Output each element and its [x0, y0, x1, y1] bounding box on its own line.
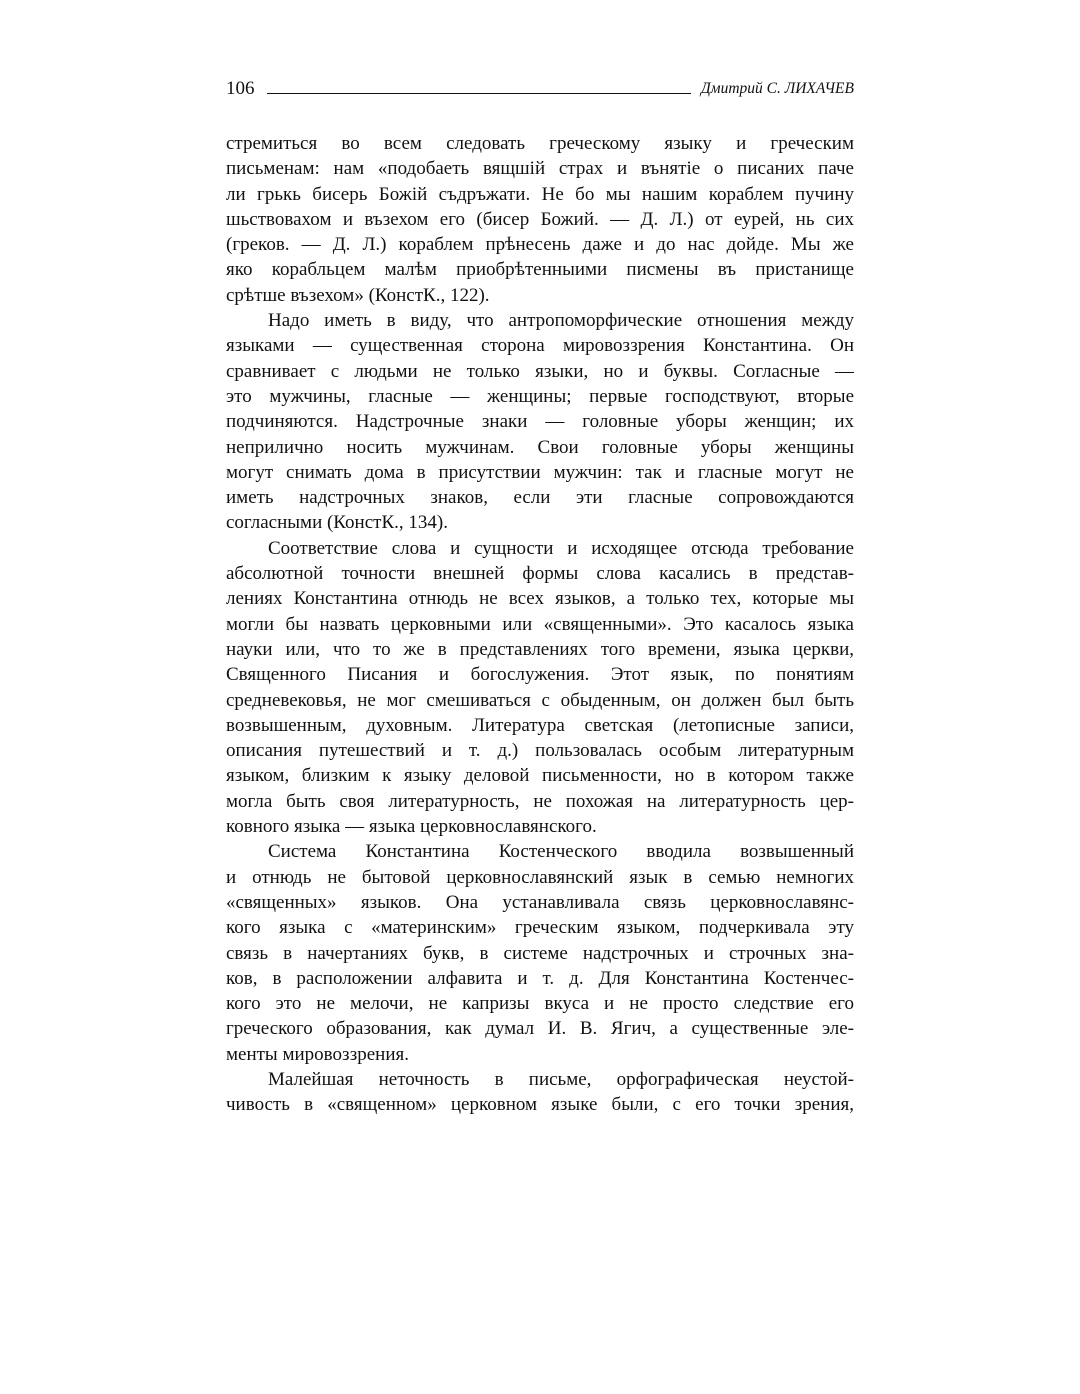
paragraph [226, 839, 854, 1067]
text-line: могла быть своя литературность, не похожая на литературность цер- [226, 790, 854, 812]
text-line: абсолютной точности внешней формы слова касались в представ- [226, 563, 854, 585]
body-text [226, 131, 854, 1118]
page-number: 106 [226, 78, 255, 99]
text-line: иметь надстрочных знаков, если эти гласные сопровождаются [226, 487, 854, 509]
text-line: Система Константина Костенческого вводила возвышенный [268, 841, 854, 863]
text-line: Священного Писания и богослужения. Этот язык, по понятиям [226, 664, 854, 686]
text-line: возвышенным, духовным. Литература светская (летописные записи, [226, 714, 854, 736]
paragraph [226, 131, 854, 308]
text-line: могли бы назвать церковными или «священными». Это касалось языка [226, 613, 854, 635]
text-line: и отнюдь не бытовой церковнославянский язык в семью немногих [226, 866, 854, 888]
text-line: неприлично носить мужчинам. Свои головные уборы женщины [226, 436, 854, 458]
text-line: языком, близким к языку деловой письменности, но в котором также [226, 765, 854, 787]
text-line: срѣтше възехом» (КонстК., 122). [226, 284, 490, 306]
text-line: стремиться во всем следовать греческому языку и греческим [226, 133, 854, 154]
text-line: Малейшая неточность в письме, орфографическая неустой- [268, 1068, 854, 1090]
paragraph [226, 308, 854, 536]
header-rule [267, 93, 691, 94]
text-line: яко корабльцем малѣм приобрѣтенныими писмены въ пристанище [226, 259, 854, 281]
text-line: Надо иметь в виду, что антропоморфические отношения между [268, 310, 854, 332]
text-line: греческого образования, как думал И. В. Ягич, а существенные эле- [226, 1018, 854, 1040]
text-line: это мужчины, гласные — женщины; первые господствуют, вторые [226, 385, 854, 407]
text-line: ков, в расположении алфавита и т. д. Для Константина Костенчес- [226, 967, 854, 989]
text-line: связь в начертаниях букв, в системе надстрочных и строчных зна- [226, 942, 854, 964]
text-line: науки или, что то же в представлениях того времени, языка церкви, [226, 638, 854, 660]
text-line: описания путешествий и т. д.) пользовалась особым литературным [226, 740, 854, 762]
paragraph [226, 536, 854, 840]
text-line: шьствовахом и възехом его (бисер Божий. — Д. Л.) от еурей, нь сих [226, 208, 854, 230]
paragraph [226, 1067, 854, 1118]
text-line: подчиняются. Надстрочные знаки — головные уборы женщин; их [226, 411, 854, 433]
text-line: менты мировоззрения. [226, 1043, 409, 1065]
text-line: могут снимать дома в присутствии мужчин: так и гласные могут не [226, 461, 854, 483]
text-line: ли грькь бисерь Божій съдръжати. Не бо мы нашим кораблем пучину [226, 183, 854, 205]
text-line: сравнивает с людьми не только языки, но и буквы. Согласные — [226, 360, 854, 382]
text-line: лениях Константина отнюдь не всех языков, а только тех, которые мы [226, 588, 854, 610]
text-line: кого языка с «материнским» греческим языком, подчеркивала эту [226, 917, 854, 939]
text-line: кого это не мелочи, не капризы вкуса и не просто следствие его [226, 993, 854, 1015]
text-line: языками — существенная сторона мировоззрения Константина. Он [226, 335, 854, 357]
running-head [226, 76, 854, 102]
text-line: письменам: нам «подобаеть вящшій страх и вънятіе о писаних паче [226, 158, 854, 180]
text-line: «священных» языков. Она устанавливала связь церковнославянс- [226, 891, 854, 913]
text-line: средневековья, не мог смешиваться с обыденным, он должен был быть [226, 689, 854, 711]
text-line: согласными (КонстК., 134). [226, 512, 448, 534]
text-line: чивость в «священном» церковном языке были, с его точки зрения, [226, 1094, 854, 1116]
running-head-author: Дмитрий С. ЛИХАЧЕВ [700, 80, 854, 97]
text-line: Соответствие слова и сущности и исходящее отсюда требование [268, 537, 854, 559]
text-line: ковного языка — языка церковнославянского. [226, 816, 597, 838]
text-line: (греков. — Д. Л.) кораблем прѣнесень даже и до нас дойде. Мы же [226, 234, 854, 256]
